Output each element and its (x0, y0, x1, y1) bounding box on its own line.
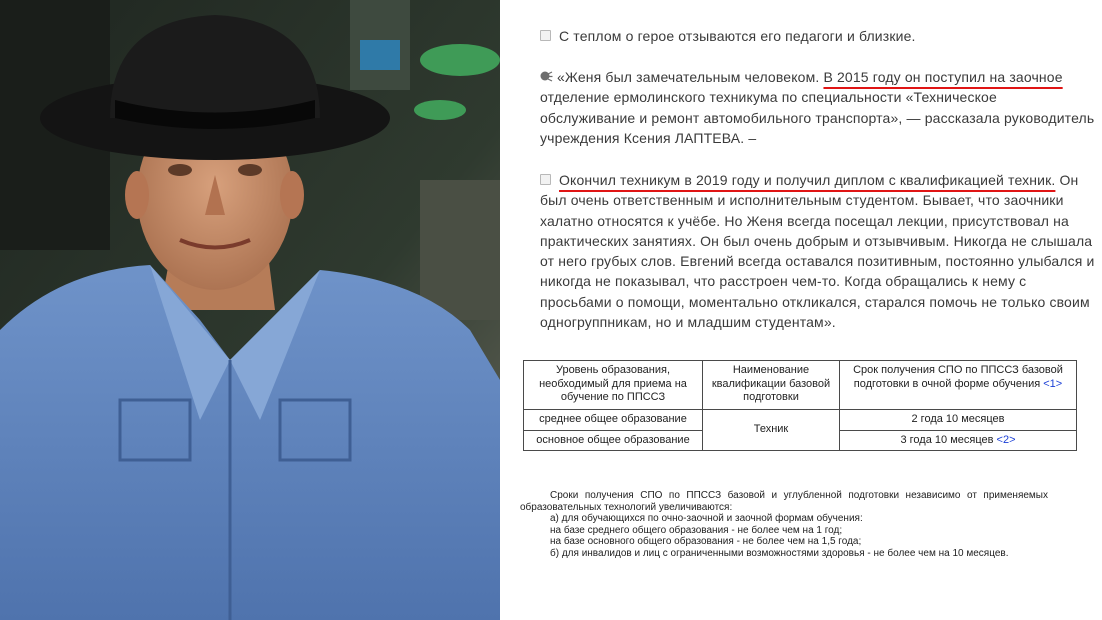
qualification-cell: Техник (703, 410, 840, 451)
paragraph-intro (540, 26, 1095, 46)
speaking-head-icon (540, 71, 553, 83)
header-qualification: Наименование квалификации базовой подготовки (703, 361, 840, 410)
paragraph-quote (540, 67, 1095, 148)
quote-text-a: «Женя был замечательным человеком. (557, 69, 824, 85)
bullet-icon (540, 30, 551, 41)
bullet-icon (540, 174, 551, 185)
footnote-link-1[interactable]: <1> (1043, 377, 1063, 390)
quote-text-b: отделение ермолинского техникума по специальности «Техническое обслуживание и ремонт автомобильного транспорта», — рассказала руководитель учреждения Ксения ЛАПТЕВА. – (540, 89, 1095, 146)
education-term-table (523, 360, 1077, 451)
table-row (524, 410, 1077, 431)
term-cell: 3 года 10 месяцев <2> (840, 430, 1077, 451)
notes-line: на базе среднего общего образования - не более чем на 1 год; (550, 524, 843, 536)
footnotes (520, 490, 1048, 559)
level-cell: среднее общее образование (524, 410, 703, 431)
level-cell: основное общее образование (524, 430, 703, 451)
notes-intro: Сроки получения СПО по ППССЗ базовой и углубленной подготовки независимо от применяемых образовательных технологий увеличиваются: (520, 490, 1048, 513)
notes-line: б) для инвалидов и лиц с ограниченными возможностями здоровья - не более чем на 10 месяцев. (550, 547, 1009, 559)
term-cell: 2 года 10 месяцев (840, 410, 1077, 431)
footnote-link-2[interactable]: <2> (996, 433, 1016, 446)
graduation-text: Он был очень ответственным и исполнительным студентом. Бывает, что заочники халатно относятся к учёбе. Но Женя всегда посещал лекции, присутствовал на практических занятиях. Он был очень добрым и отзывчивым. Никогда не слышала от него грубых слов. Евгений всегда оставался позитивным, постоянно улыбался и никогда не показывал, что расстроен чем-то. Когда обращались к нему с просьбами о помощи, моментально откликался, старался помочь не только своим одногруппникам, но и младшим студентам». (540, 172, 1095, 331)
header-term: Срок получения СПО по ППССЗ базовой подготовки в очной форме обучения <1> (840, 361, 1077, 410)
notes-line: на базе основного общего образования - не более чем на 1,5 года; (550, 536, 862, 547)
intro-text: С теплом о герое отзываются его педагоги и близкие. (559, 28, 916, 44)
portrait-photo (0, 0, 500, 620)
notes-line: а) для обучающихся по очно-заочной и заочной формам обучения: (550, 513, 863, 524)
graduation-underlined: Окончил техникум в 2019 году и получил диплом с квалификацией техник. (559, 172, 1056, 188)
paragraph-graduation (540, 170, 1095, 332)
table-header-row (524, 361, 1077, 410)
header-level: Уровень образования, необходимый для приема на обучение по ППССЗ (524, 361, 703, 410)
quote-underlined: В 2015 году он поступил на заочное (823, 69, 1063, 85)
